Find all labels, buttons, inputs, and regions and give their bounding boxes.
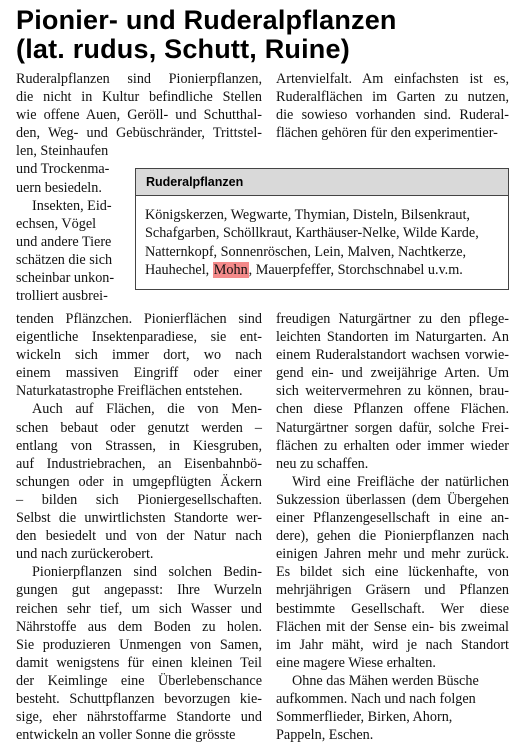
highlighted-word: Mohn xyxy=(213,261,248,278)
text-line: sich weitervermehren zu können, brau- xyxy=(276,383,509,400)
box-line: Natternkopf, Sonnenröschen, Lein, Malven, Nachtkerze, xyxy=(145,243,467,260)
text-line: besteht. Schuttpflanzen bevorzugen kie- xyxy=(16,690,262,707)
text-line: Insekten, Eid- xyxy=(32,197,112,214)
text-line: Auch auf Flächen, die von Men- xyxy=(32,401,262,418)
text-line: Nährstoffe aus dem Boden zu holen. xyxy=(16,618,262,635)
text-line: damit wenigstens für einen kleinen Teil xyxy=(16,654,262,671)
text-line: und Trockenma- xyxy=(16,161,110,178)
paragraph xyxy=(16,400,262,563)
column-right-bottom xyxy=(276,310,509,744)
text-line: und nach zurückerobert. xyxy=(16,546,154,563)
title-line-2: (lat. rudus, Schutt, Ruine) xyxy=(16,34,350,64)
text-line: auf Industriebrachen, an Eisenbahnbö- xyxy=(16,455,262,472)
text-line: Artenvielfalt. Am einfachsten ist es, xyxy=(276,71,509,87)
text-line: den besiedelt und von der Natur nach xyxy=(16,528,262,545)
column-left-bottom xyxy=(16,310,262,744)
text-line: Sukzession überlassen (dem Übergehen xyxy=(276,491,509,508)
text-line: einigen Jahren mehr und mehr zurück. xyxy=(276,546,509,563)
text-line: flächen zu erhalten oder immer wieder xyxy=(276,437,509,454)
text-line: den, Weg- und Gebüschränder, Trittstel- xyxy=(16,125,262,142)
text-line: Wird eine Freifläche der natürlichen xyxy=(292,473,509,490)
text-line: bestimmte Gesellschaft. Wer diese xyxy=(276,600,509,617)
text-line: Pionierpflanzen sind solchen Bedin- xyxy=(32,564,262,581)
text-line: einem massiven Eingriff oder einer xyxy=(16,365,262,382)
text-line: tenden Pflänzchen. Pionierflächen sind xyxy=(16,311,262,327)
text-line: schungen oder in umgepflügten Äckern xyxy=(16,473,262,490)
paragraph xyxy=(16,310,262,400)
text-line: uern besiedeln. xyxy=(16,179,102,196)
text-line: – bilden sich Pioniergesellschaften. xyxy=(16,491,262,508)
text-line: die sowieso vorhanden sind. Ruderal- xyxy=(276,107,509,124)
text-line: dere), gehen die Pionierpflanzen nach xyxy=(276,528,509,545)
text-line: sige, eher nährstoffarme Standorte und xyxy=(16,709,262,726)
text-line: gend ein- und zweijährige Arten. Um xyxy=(276,365,509,382)
title-line-1: Pionier- und Ruderalpflanzen xyxy=(16,5,397,35)
box-line: Königskerzen, Wegwarte, Thymian, Disteln, Bilsenkraut, xyxy=(145,207,470,223)
text-line: eine magere Wiese erhalten. xyxy=(276,654,436,671)
text-line: Sie produzieren Unmengen von Samen, xyxy=(16,636,262,653)
column-right-top xyxy=(276,70,509,142)
text-line: chen diese Pflanzen offene Flächen. xyxy=(276,401,509,418)
box-heading: Ruderalpflanzen xyxy=(136,169,508,196)
text-line: len, Steinhaufen xyxy=(16,143,109,160)
text-line: wie offene Auen, Geröll- und Schutthal- xyxy=(16,107,262,124)
text-line: mehrjährigen Gräsern und Pflanzen xyxy=(276,582,509,599)
paragraph xyxy=(276,310,509,473)
text-line: aufkommen. Nach und nach folgen xyxy=(276,690,476,707)
text-line: die nicht in Kultur befindliche Stellen xyxy=(16,89,262,106)
paragraph xyxy=(276,672,509,744)
text-line: der Keimlinge eine Überlebenschance xyxy=(16,672,262,689)
text-line: eigentliche Insektenparadiese, sie ent- xyxy=(16,329,262,346)
text-line: Sommerflieder, Birken, Ahorn, xyxy=(276,709,453,726)
text-line: schätzen die sich xyxy=(16,251,113,268)
text-line: Ruderalpflanzen sind Pionierpflanzen, xyxy=(16,71,262,87)
box-line xyxy=(145,261,500,279)
paragraph xyxy=(276,473,509,672)
text-line: reichen sehr tief, um sich Wasser und xyxy=(16,600,262,617)
text-line: entwickeln an voller Sonne die grösste xyxy=(16,727,236,744)
text-line: trolliert ausbrei- xyxy=(16,288,108,305)
text-line: Selbst die unwirtlichsten Standorte wer- xyxy=(16,510,262,527)
text-line: einem Ruderalstandort wachsen vorwie- xyxy=(276,347,509,364)
paragraph xyxy=(276,70,509,142)
text-line: echsen, Vögel xyxy=(16,215,97,232)
text-line: neu zu schaffen. xyxy=(276,455,369,472)
text-line: im Jahr mäht, wird je nach Standort xyxy=(276,636,509,653)
box-text: Hauhechel, xyxy=(145,261,213,278)
box-text: , Mauerpfeffer, Storchschnabel u.v.m. xyxy=(248,261,463,278)
text-line: scheinbar unkon- xyxy=(16,270,115,287)
text-line: Naturkatastrophe Freiflächen entstehen. xyxy=(16,383,243,400)
text-line: Pappeln, Eschen. xyxy=(276,727,374,744)
text-line: entlang von Strassen, in Kiesgruben, xyxy=(16,437,262,454)
ruderal-plants-box xyxy=(135,168,509,290)
text-line: Naturgärtner sorgen dafür, solche Frei- xyxy=(276,419,509,436)
text-line: leichten Standorten im Naturgarten. An xyxy=(276,329,509,346)
box-line: Schafgarben, Schöllkraut, Karthäuser-Nelke, Wilde Karde, xyxy=(145,225,479,242)
text-line: Ruderalflächen im Garten zu nutzen, xyxy=(276,89,509,106)
text-line: Ohne das Mähen werden Büsche xyxy=(292,672,479,689)
text-line: wickeln sich immer dort, wo nach xyxy=(16,347,262,364)
text-line: gungen gut angepasst: Ihre Wurzeln xyxy=(16,582,262,599)
text-line: Es bildet sich eine lückenhafte, von xyxy=(276,564,509,581)
paragraph xyxy=(16,563,262,744)
box-body xyxy=(136,196,508,279)
text-line: freudigen Naturgärtner zu den pflege- xyxy=(276,311,509,327)
text-line: Flächen mit der Sense ein- bis zweimal xyxy=(276,618,509,635)
article-title xyxy=(16,6,516,64)
text-line: und andere Tiere xyxy=(16,233,112,250)
text-line: flächen gehören für den experimentier- xyxy=(276,125,498,142)
text-line: schen bebaut oder genutzt werden – xyxy=(16,419,262,436)
text-line: einer Pflanzengesellschaft in eine an- xyxy=(276,510,509,527)
